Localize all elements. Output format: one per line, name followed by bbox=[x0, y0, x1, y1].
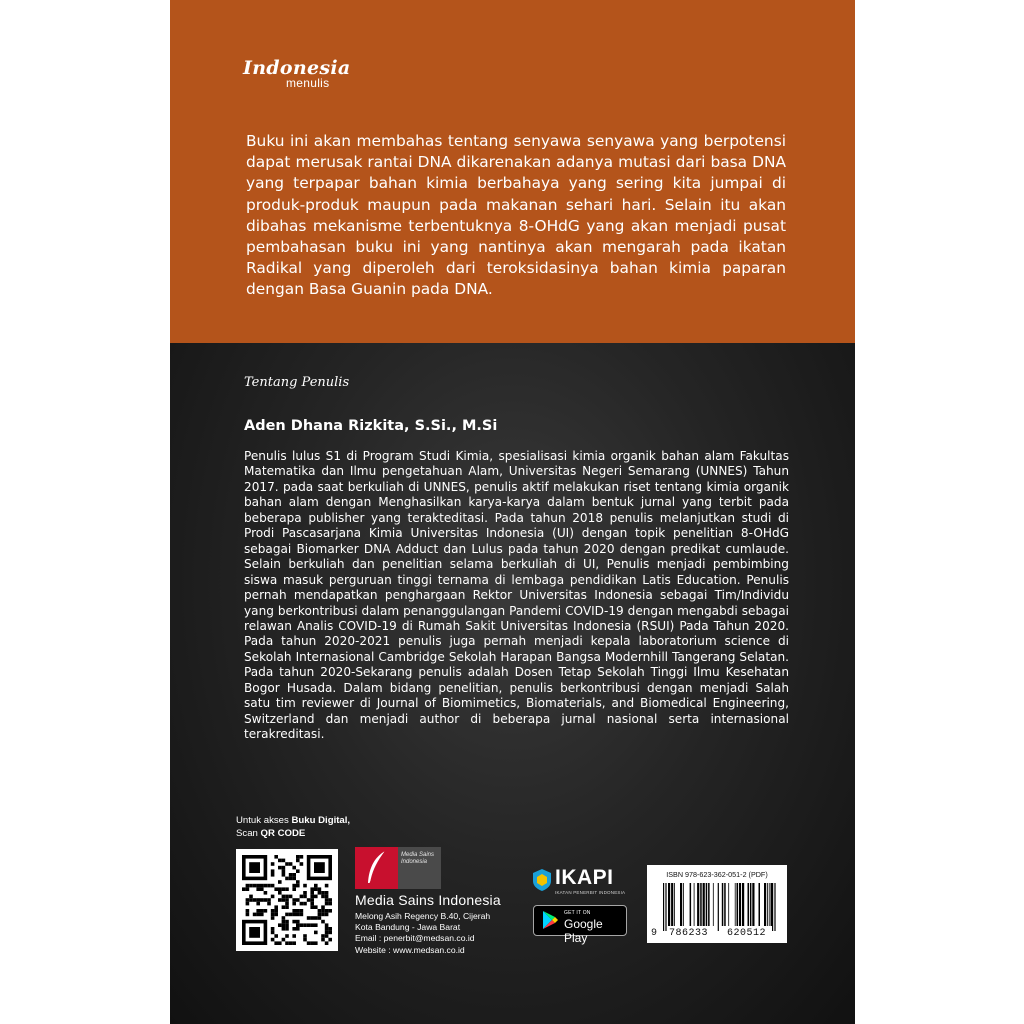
feather-quill-icon bbox=[355, 847, 398, 889]
author-biography: Penulis lulus S1 di Program Studi Kimia, spesialisasi kimia organik bahan alam Fakultas Matematika dan Ilmu pengetahuan Alam, Universitas Negeri Semarang (UNNES) Tahun 2017. pada saat berkuliah di UNNES, penulis aktif melakukan riset tentang kimia organik bahan alam dengan Menghasilkan karya-karya dalam bentuk jurnal yang terbit pada beberapa publisher yang terakteditasi. Pada tahun 2018 penulis melanjutkan studi di Prodi Pascasarjana Kimia Universitas Indonesia (UI) dengan topik penelitian 8-OHdG sebagai Biomarker DNA Adduct dan Lulus pada tahun 2020 dengan predikat cumlaude. Selain berkuliah dan penelitian selama berkuliah di UI, Penulis menjadi pembimbing siswa masuk perguruan tinggi ternama di lembaga pendidikan Latis Education. Penulis pernah mendapatkan penghargaan Rektor Universitas Indonesia sebagai Tim/Individu yang berkontribusi dalam penanggulangan Pandemi COVID-19 dengan mengabdi sebagai relawan Analis COVID-19 di Rumah Sakit Universitas Indonesia (RSUI) Pada Tahun 2020. Pada tahun 2020-2021 penulis juga pernah menjadi kepala laboratorium science di Sekolah Internasional Cambridge Sekolah Harapan Bangsa Modernhill Tangerang Selatan. Pada tahun 2020-Sekarang penulis adalah Dosen Tetap Sekolah Tinggi Ilmu Kesehatan Bogor Husada. Dalam bidang penelitian, penulis berkontribusi dengan menjadi Salah satu tim reviewer di Journal of Biomimetics, Biomaterials, and Biomedical Engineering, Switzerland dan menjadi author di beberapa jurnal nasional serta internasional terakreditasi. bbox=[244, 449, 789, 742]
ikapi-logo bbox=[531, 867, 626, 899]
google-play-badge[interactable] bbox=[533, 905, 627, 945]
address-line: Kota Bandung - Jawa Barat bbox=[355, 922, 461, 933]
qr-line1-prefix: Untuk akses bbox=[236, 815, 292, 826]
publisher-logo bbox=[355, 847, 441, 889]
publisher-name: Media Sains Indonesia bbox=[355, 892, 501, 908]
qr-code[interactable] bbox=[236, 849, 338, 951]
publisher-address bbox=[355, 911, 490, 956]
isbn-barcode-box bbox=[647, 865, 787, 943]
ikapi-emblem-icon bbox=[531, 868, 553, 892]
publisher-logo-red-block bbox=[355, 847, 398, 889]
barcode-digits-right: 620512 bbox=[727, 928, 767, 939]
email-line: Email : penerbit@medsan.co.id bbox=[355, 933, 475, 944]
barcode-digit-first: 9 bbox=[651, 928, 658, 939]
brand-main-text: Indonesia bbox=[243, 57, 351, 79]
ikapi-subtitle: IKATAN PENERBIT INDONESIA bbox=[555, 890, 626, 895]
isbn-number: ISBN 978-623-362-051-2 (PDF) bbox=[666, 870, 768, 879]
qr-line1-bold: Buku Digital, bbox=[291, 815, 351, 826]
google-play-icon bbox=[540, 910, 560, 930]
book-synopsis: Buku ini akan membahas tentang senyawa senyawa yang berpotensi dapat merusak rantai DNA dikarenakan adanya mutasi dari basa DNA yang terpapar bahan kimia berbahaya yang sering kita jumpai di produk-produk maupun pada makanan sehari hari. Selain itu akan dibahas mekanisme terbentuknya 8-OHdG yang akan menjadi pusat pembahasan buku ini yang nantinya akan mengarah pada ikatan Radikal yang diperoleh dari teroksidasinya bahan kimia paparan dengan Basa Guanin pada DNA. bbox=[246, 132, 786, 299]
about-author-heading: Tentang Penulis bbox=[244, 375, 350, 390]
google-play-big-text: Google Play bbox=[564, 917, 603, 945]
qr-line2-prefix: Scan bbox=[236, 827, 261, 839]
website-line: Website : www.medsan.co.id bbox=[355, 944, 465, 955]
author-name: Aden Dhana Rizkita, S.Si., M.Si bbox=[244, 418, 498, 434]
qr-instruction bbox=[236, 815, 350, 840]
qr-line2-bold: QR CODE bbox=[260, 827, 306, 839]
google-play-small-text: GET IT ON bbox=[564, 910, 591, 916]
ikapi-word: IKAPI bbox=[555, 866, 614, 889]
publisher-logo-text: Media Sains Indonesia bbox=[401, 852, 435, 865]
top-orange-panel bbox=[170, 0, 855, 343]
book-back-cover bbox=[170, 0, 855, 1024]
address-line: Melong Asih Regency B.40, Cijerah bbox=[355, 911, 491, 921]
barcode-digits-left: 786233 bbox=[669, 928, 709, 939]
brand-sub-text: menulis bbox=[286, 76, 330, 90]
qr-code-image bbox=[236, 849, 338, 951]
indonesia-menulis-logo bbox=[243, 58, 351, 89]
